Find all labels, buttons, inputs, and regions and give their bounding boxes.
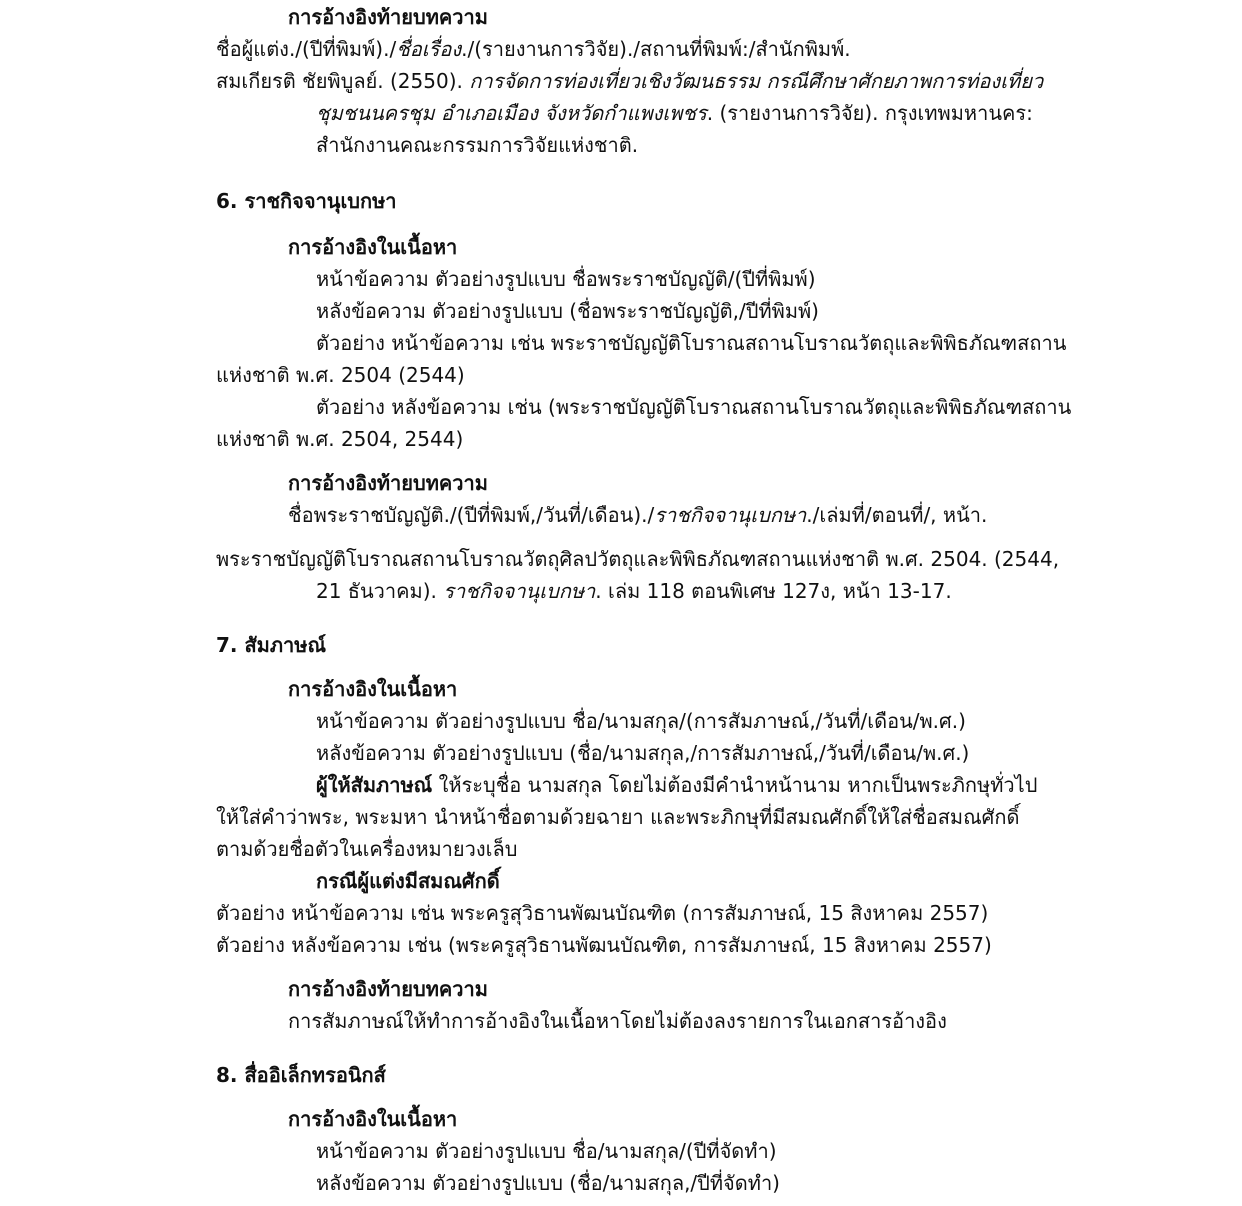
sec5-end-example-line1 (216, 66, 1043, 96)
sec6-intext-example1-line2: แห่งชาติ พ.ศ. 2504 (2544) (216, 363, 465, 387)
example-part: . เล่ม 118 ตอนพิเศษ 127ง, หน้า 13-17. (595, 579, 952, 603)
format-title-italic: ชื่อเรื่อง (396, 37, 462, 61)
sec8-intext-back: หลังข้อความ ตัวอย่างรูปแบบ (ชื่อ/นามสกุล,/ปีที่จัดทำ) (316, 1171, 780, 1195)
example-part: 21 ธันวาคม). (316, 579, 444, 603)
note-text: ให้ระบุชื่อ นามสกุล โดยไม่ต้องมีคำนำหน้านาม หากเป็นพระภิกษุทั่วไป (432, 773, 1038, 797)
sec6-intext-heading: การอ้างอิงในเนื้อหา (288, 235, 458, 259)
sec7-intext-note-line3: ตามด้วยชื่อตัวในเครื่องหมายวงเล็บ (216, 837, 518, 861)
sec6-intext-back: หลังข้อความ ตัวอย่างรูปแบบ (ชื่อพระราชบัญญัติ,/ปีที่พิมพ์) (316, 299, 819, 323)
sec8-intext-heading: การอ้างอิงในเนื้อหา (288, 1107, 458, 1131)
sec6-title: 6. ราชกิจจานุเบกษา (216, 189, 397, 213)
sec7-intext-heading: การอ้างอิงในเนื้อหา (288, 677, 458, 701)
example-gazette-italic: ราชกิจจานุเบกษา (443, 579, 596, 603)
sec6-intext-front: หน้าข้อความ ตัวอย่างรูปแบบ ชื่อพระราชบัญญัติ/(ปีที่พิมพ์) (316, 267, 816, 291)
sec7-example-front: ตัวอย่าง หน้าข้อความ เช่น พระครูสุวิธานพัฒนบัณฑิต (การสัมภาษณ์, 15 สิงหาคม 2557) (216, 901, 989, 925)
sec5-end-format (216, 34, 851, 64)
sec6-intext-example1-line1: ตัวอย่าง หน้าข้อความ เช่น พระราชบัญญัติโบราณสถานโบราณวัตถุและพิพิธภัณฑสถาน (316, 331, 1067, 355)
sec6-intext-example2-line1: ตัวอย่าง หลังข้อความ เช่น (พระราชบัญญัติโบราณสถานโบราณวัตถุและพิพิธภัณฑสถาน (316, 395, 1072, 419)
format-part: ชื่อผู้แต่ง./(ปีที่พิมพ์)./ (216, 37, 397, 61)
example-title-italic: การจัดการท่องเที่ยวเชิงวัฒนธรรม กรณีศึกษาศักยภาพการท่องเที่ยว (469, 69, 1044, 93)
sec7-intext-note-line2: ให้ใส่คำว่าพระ, พระมหา นำหน้าชื่อตามด้วยฉายา และพระภิกษุที่มีสมณศักดิ์ให้ใส่ชื่อสมณศักดิ์ (216, 805, 1020, 829)
sec6-end-heading: การอ้างอิงท้ายบทความ (288, 471, 488, 495)
sec7-intext-front: หน้าข้อความ ตัวอย่างรูปแบบ ชื่อ/นามสกุล/(การสัมภาษณ์,/วันที่/เดือน/พ.ศ.) (316, 709, 966, 733)
sec7-end-text: การสัมภาษณ์ให้ทำการอ้างอิงในเนื้อหาโดยไม่ต้องลงรายการในเอกสารอ้างอิง (288, 1009, 947, 1033)
sec7-end-heading: การอ้างอิงท้ายบทความ (288, 977, 488, 1001)
sec6-end-example-line1: พระราชบัญญัติโบราณสถานโบราณวัตถุศิลปวัตถุและพิพิธภัณฑสถานแห่งชาติ พ.ศ. 2504. (2544, (216, 547, 1060, 571)
sec5-end-heading: การอ้างอิงท้ายบทความ (288, 5, 488, 29)
sec8-intext-front: หน้าข้อความ ตัวอย่างรูปแบบ ชื่อ/นามสกุล/(ปีที่จัดทำ) (316, 1139, 777, 1163)
format-part: ./(รายงานการวิจัย)./สถานที่พิมพ์:/สำนักพิมพ์. (461, 37, 851, 61)
sec5-end-example-line2 (316, 98, 1033, 128)
sec6-end-format (288, 500, 987, 530)
sec7-intext-note-line1 (316, 770, 1037, 800)
sec6-end-example-line2 (316, 576, 952, 606)
format-part: ชื่อพระราชบัญญัติ./(ปีที่พิมพ์,/วันที่/เดือน)./ (288, 503, 655, 527)
example-author: สมเกียรติ ชัยพิบูลย์. (2550). (216, 69, 470, 93)
sec7-example-back: ตัวอย่าง หลังข้อความ เช่น (พระครูสุวิธานพัฒนบัณฑิต, การสัมภาษณ์, 15 สิงหาคม 2557) (216, 933, 992, 957)
interviewee-label: ผู้ให้สัมภาษณ์ (316, 773, 433, 797)
sec7-title: 7. สัมภาษณ์ (216, 633, 327, 657)
sec8-title: 8. สื่ออิเล็กทรอนิกส์ (216, 1063, 386, 1087)
format-gazette-italic: ราชกิจจานุเบกษา (654, 503, 807, 527)
example-title-italic: ชุมชนนครชุม อำเภอเมือง จังหวัดกำแพงเพชร (316, 101, 707, 125)
sec7-intext-back: หลังข้อความ ตัวอย่างรูปแบบ (ชื่อ/นามสกุล,/การสัมภาษณ์,/วันที่/เดือน/พ.ศ.) (316, 741, 970, 765)
format-part: ./เล่มที่/ตอนที่/, หน้า. (806, 503, 988, 527)
example-part: . (รายงานการวิจัย). กรุงเทพมหานคร: (706, 101, 1033, 125)
sec6-intext-example2-line2: แห่งชาติ พ.ศ. 2504, 2544) (216, 427, 464, 451)
sec5-end-example-line3: สำนักงานคณะกรรมการวิจัยแห่งชาติ. (316, 133, 639, 157)
sec7-case-heading: กรณีผู้แต่งมีสมณศักดิ์ (316, 869, 500, 893)
